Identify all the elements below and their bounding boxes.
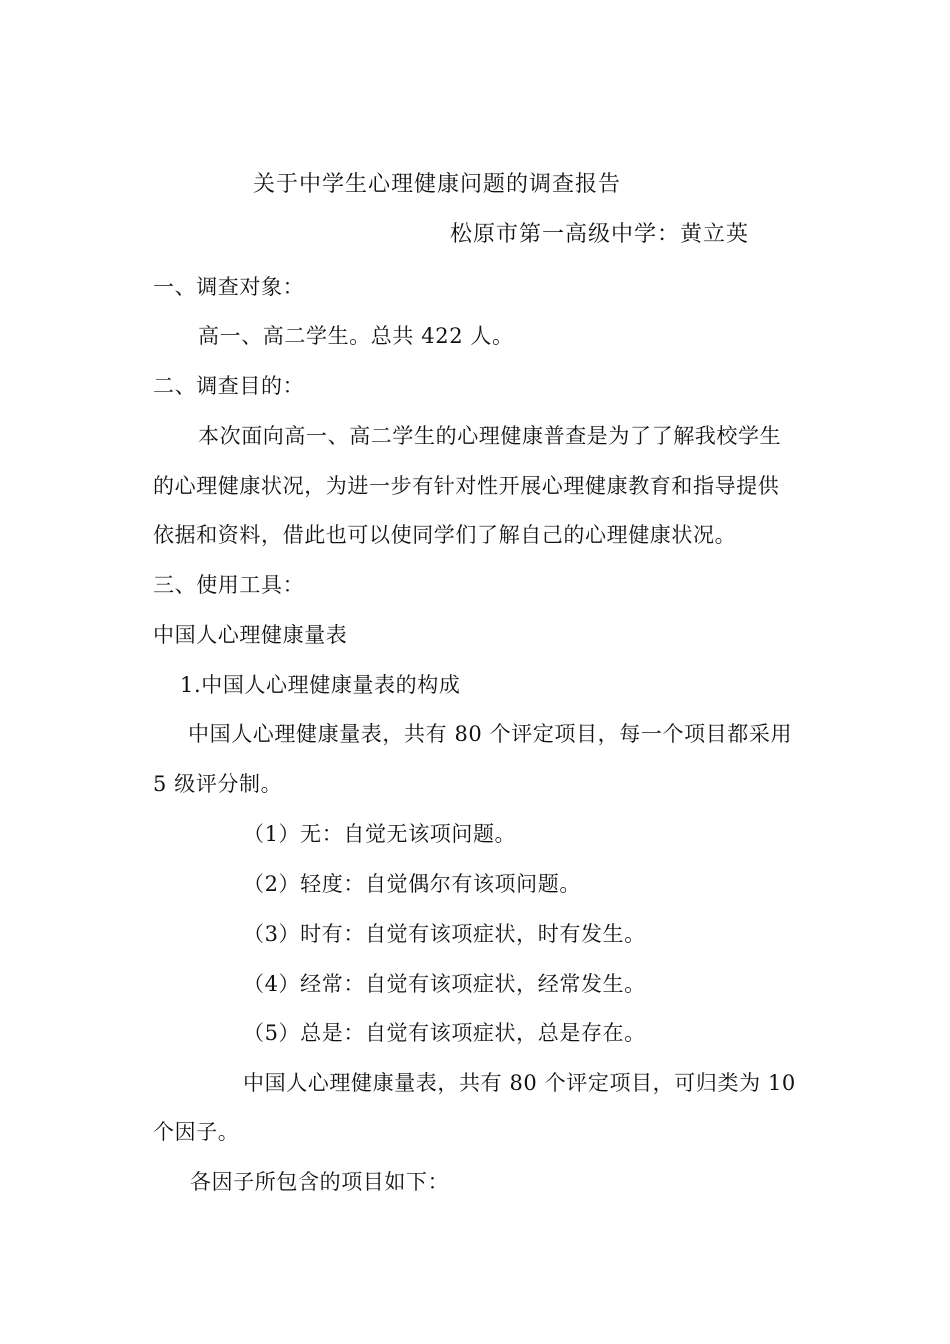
tool-subheading: 1.中国人心理健康量表的构成 [180,673,461,697]
scale-intro-line: 中国人心理健康量表，共有 80 个评定项目，每一个项目都采用 [188,722,793,746]
document-author: 松原市第一高级中学：黄立英 [450,222,750,247]
document-title: 关于中学生心理健康问题的调查报告 [253,172,622,197]
scale-level-item: （1）无：自觉无该项问题。 [243,822,517,846]
section-heading-purpose: 二、调查目的： [153,374,305,398]
scale-level-item: （3）时有：自觉有该项症状，时有发生。 [243,922,646,946]
scale-intro-line: 5 级评分制。 [153,772,283,796]
section-heading-tools: 三、使用工具： [153,573,305,597]
purpose-paragraph-line: 本次面向高一、高二学生的心理健康普查是为了了解我校学生 [198,424,782,448]
tool-name: 中国人心理健康量表 [153,623,348,647]
section-heading-subjects: 一、调查对象： [153,275,305,299]
purpose-paragraph-line: 依据和资料，借此也可以使同学们了解自己的心理健康状况。 [153,523,737,547]
subjects-text: 高一、高二学生。总共 422 人。 [198,324,514,348]
scale-level-item: （4）经常：自觉有该项症状，经常发生。 [243,972,646,996]
scale-level-item: （2）轻度：自觉偶尔有该项问题。 [243,872,581,896]
purpose-paragraph-line: 的心理健康状况，为进一步有针对性开展心理健康教育和指导提供 [153,474,780,498]
factor-description-line: 中国人心理健康量表，共有 80 个评定项目，可归类为 10 [243,1071,796,1095]
factor-description-line: 个因子。 [153,1120,240,1144]
factor-items-intro: 各因子所包含的项目如下： [190,1170,450,1194]
scale-level-item: （5）总是：自觉有该项症状，总是存在。 [243,1021,646,1045]
